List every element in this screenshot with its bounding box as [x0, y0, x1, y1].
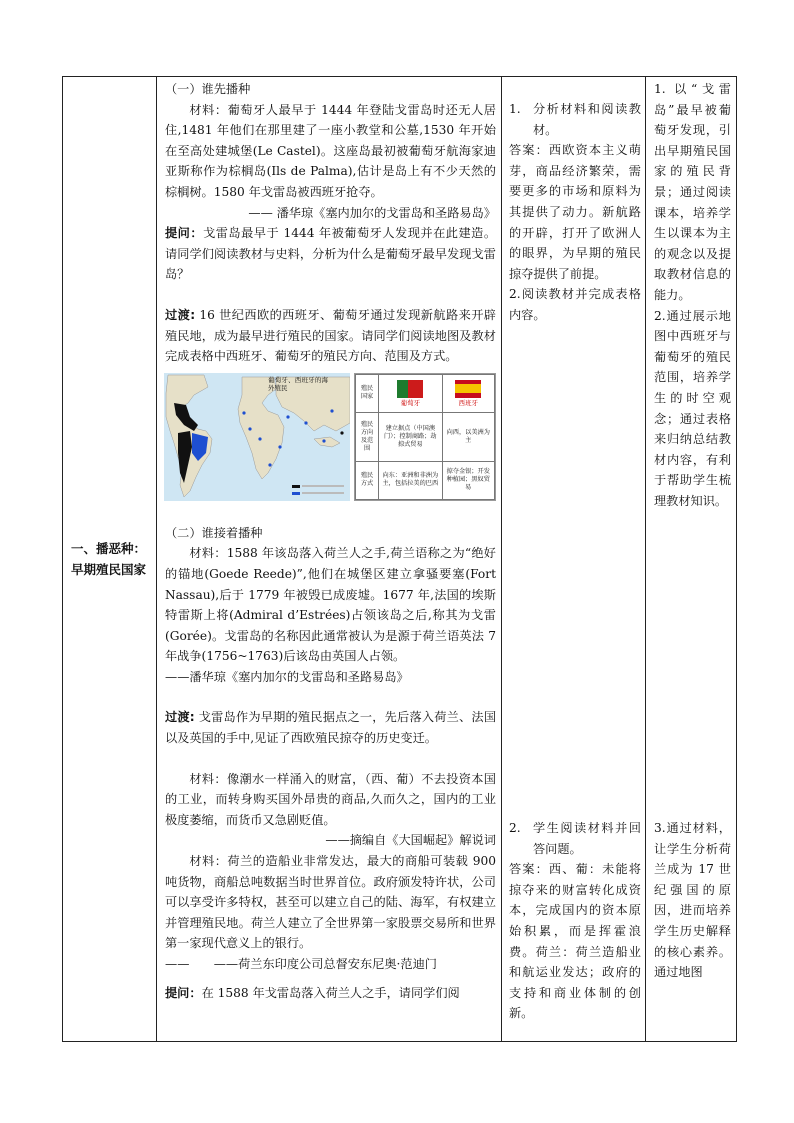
intent-1: 1. 以“戈雷岛”最早被葡萄牙发现，引出早期殖民国家的殖民背景；通过阅读课本，培养学生以课本为主的观念以及提取教材信息的能力。 — [654, 82, 731, 302]
row1-spain: 向西，以美洲为主 — [442, 412, 494, 461]
row2-spain: 掠夺金银；开发种植园；黑奴贸易 — [442, 461, 494, 499]
question-2 — [165, 983, 496, 1004]
table-header: 殖民国家 — [356, 374, 379, 412]
figure-row — [164, 373, 496, 501]
source-1: —— 潘华琼《塞内加尔的戈雷岛和圣路易岛》 — [248, 205, 496, 220]
row1-label: 殖民方向及范围 — [356, 412, 379, 461]
answer-2: 答案：西、葡：未能将掠夺来的财富转化成资本，完成国内的资本原始积累，而是挥霍浪费。荷兰：荷兰造船业和航运业发达；政府的支持和商业体制的创新。 — [509, 862, 641, 1021]
teaching-process-cell — [157, 77, 502, 1042]
row2-portugal: 向东：亚洲和非洲为主，包括拉美的巴西 — [379, 461, 442, 499]
material-4: 材料：荷兰的造船业非常发达，最大的商船可装载 900 吨货物，商船总吨数据当时世界首位。政府颁发特许状，公司可以享受许多特权，甚至可以建立自己的陆、海军，有权建立并管理殖民地。荷兰人建立了全世界第一家股票交易所和世界第一家现代意义上的银行。 — [165, 854, 496, 951]
row2-label: 殖民方式 — [356, 461, 379, 499]
question-2-text: 在 1588 年戈雷岛落入荷兰人之手，请同学们阅 — [201, 985, 460, 1000]
activity-item-1-num: 1. — [509, 102, 521, 116]
transition-2 — [165, 707, 496, 748]
section-cell — [63, 77, 157, 1042]
activity-part2 — [509, 818, 641, 1024]
transition-1 — [165, 305, 496, 367]
material-3: 材料：像潮水一样涌入的财富，（西、葡）不去投资本国的工业，而转身购买国外昂贵的商品,久而久之，国内的工业极度萎缩，而货币又急剧贬值。 — [165, 771, 496, 827]
row1-portugal: 建立据点（中国澳门）；控制商路；劫掠式贸易 — [379, 412, 442, 461]
question-1 — [165, 223, 496, 285]
transition-2-label: 过渡: — [165, 710, 195, 725]
activity-item-3-num: 2. — [509, 821, 521, 835]
activity-item-3-text: 学生阅读材料并回答问题。 — [533, 821, 641, 856]
material-2: 材料：1588 年该岛落入荷兰人之手,荷兰语称之为“绝好的锚地(Goede Reede)”,他们在城堡区建立拿骚要塞(Fort Nassau),后于 1779 年被毁已成废墟。1677 年,法国的埃斯特雷斯上将(Admiral d’Estrées)占领该岛之后,称其为戈雷(Gorée)。戈雷岛的名称因此通常被认为是源于荷兰语英法 7 年战争(1756~1763)后该岛由英国人占领。 — [165, 546, 496, 664]
material-1: 材料：葡萄牙人最早于 1444 年登陆戈雷岛时还无人居住,1481 年他们在那里建了一座小教堂和公墓,1530 年开始在至高处建城堡(Le Castel)。这座岛最初被葡萄牙航海家迪亚斯称作为棕榈岛(Ils de Palma),估计是岛上有不少天然的棕榈树。1580 年戈雷岛被西班牙抢夺。 — [165, 102, 496, 199]
activity-item-1 — [509, 99, 641, 140]
activity-item-3 — [509, 818, 641, 859]
transition-2-text: 戈雷岛作为早期的殖民据点之一，先后落入荷兰、法国以及英国的手中,见证了西欧殖民掠夺的历史变迁。 — [165, 710, 497, 746]
design-intent-cell — [646, 77, 737, 1042]
intent-2: 2.通过展示地图中西班牙与葡萄牙的殖民范围，培养学生的时空观念；通过表格来归纳总结教材内容，有利于帮助学生梳理教材知识。 — [654, 308, 731, 508]
activity-item-2: 2.阅读教材并完成表格内容。 — [509, 287, 641, 322]
source-4: —— ——荷兰东印度公司总督安东尼奥·范迪门 — [165, 957, 437, 971]
spain-label: 西班牙 — [458, 398, 478, 407]
section-label: 一、播恶种：早期殖民国家 — [71, 541, 147, 577]
colonial-comparison-table — [354, 373, 496, 501]
activity-item-1-text: 分析材料和阅读教材。 — [533, 102, 641, 137]
intent-3: 3.通过材料，让学生分析荷兰成为 17 世纪强国的原因，进而培养学生历史解释的核心素养。通过地图 — [654, 821, 731, 980]
portugal-flag-icon — [397, 380, 423, 398]
transition-1-text: 16 世纪西欧的西班牙、葡萄牙通过发现新航路来开辟殖民地，成为最早进行殖民的国家。请同学们阅读地图及教材完成表格中西班牙、葡萄牙的殖民方向、范围及方式。 — [165, 307, 496, 364]
portugal-label: 葡萄牙 — [400, 398, 421, 407]
source-2: ——潘华琼《塞内加尔的戈雷岛和圣路易岛》 — [165, 669, 409, 684]
part2-heading: （二）谁接着播种 — [165, 525, 263, 540]
question-1-label: 提问： — [165, 226, 204, 241]
transition-1-label: 过渡: — [165, 307, 196, 322]
map-title: 葡萄牙、西班牙的海外殖民 — [268, 375, 328, 392]
colonial-map — [164, 373, 350, 501]
spain-flag-icon — [455, 380, 481, 398]
lesson-plan-table — [62, 76, 737, 1042]
question-2-label: 提问： — [165, 985, 202, 1000]
student-activity-cell — [502, 77, 646, 1042]
question-1-text: 戈雷岛最早于 1444 年被葡萄牙人发现并在此建造。请同学们阅读教材与史料，分析为什么是葡萄牙最早发现戈雷岛？ — [165, 226, 497, 282]
map-image — [164, 373, 350, 501]
part1-heading: （一）谁先播种 — [165, 82, 251, 96]
answer-1: 答案：西欧资本主义萌芽，商品经济繁荣，需要更多的市场和原料为其提供了动力。新航路的开辟，打开了欧洲人的眼界，为早期的殖民掠夺提供了前提。 — [509, 143, 641, 281]
source-3: ——摘编自《大国崛起》解说词 — [325, 833, 496, 848]
